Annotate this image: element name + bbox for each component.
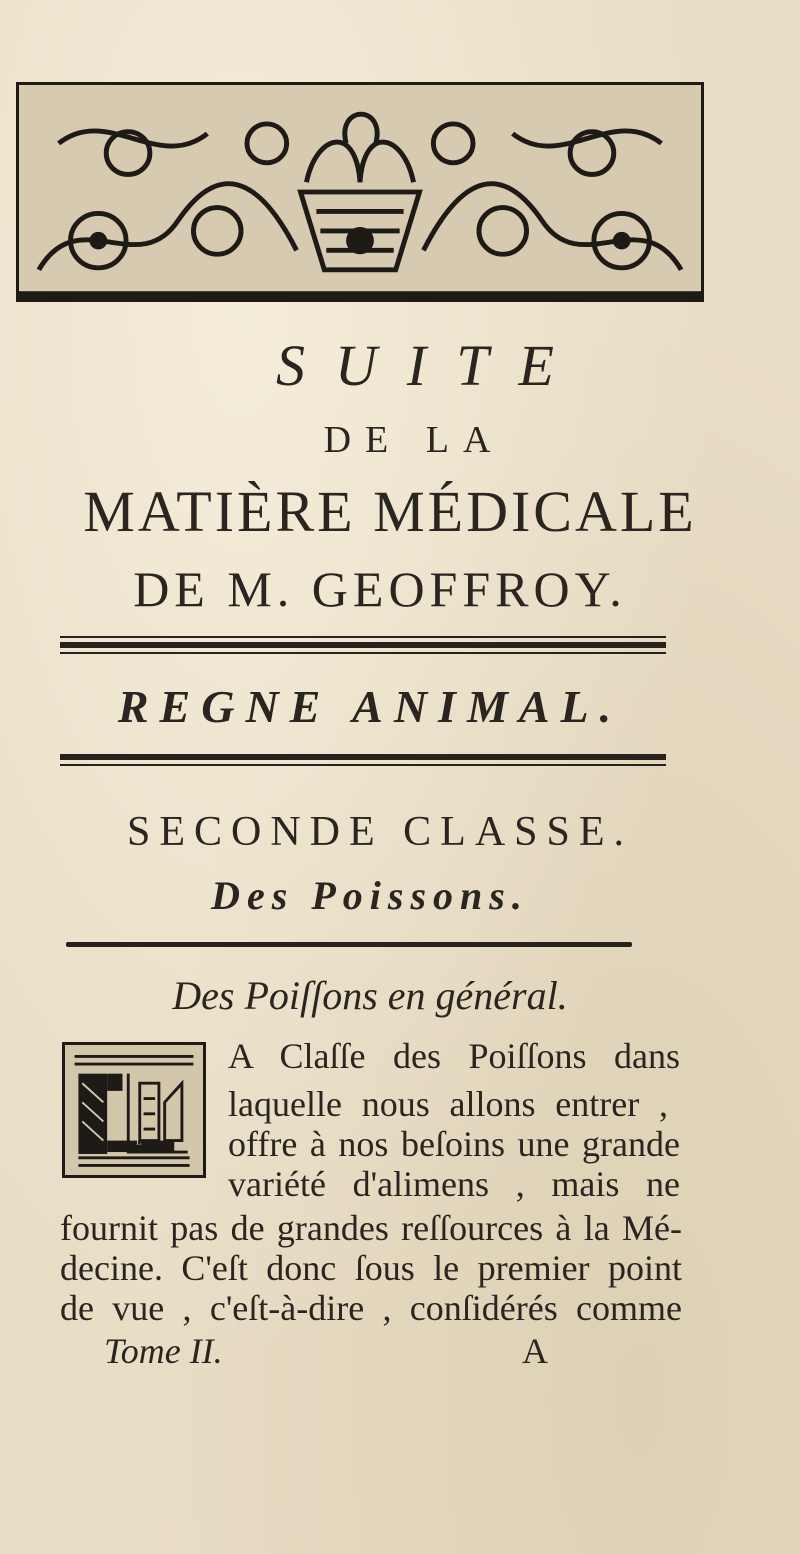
section-classe: SECONDE CLASSE. <box>126 809 634 855</box>
body-line-7: de vue , c'eſt-à-dire , conſidérés comme <box>60 1288 682 1328</box>
title-de-la: DE LA <box>323 419 505 461</box>
body-line-4: variété d'alimens , mais ne <box>228 1164 680 1204</box>
body-line-3: offre à nos beſoins une grande <box>228 1124 680 1164</box>
single-rule <box>66 942 632 947</box>
body-line-5: fournit pas de grandes reſſources à la Mé- <box>60 1208 682 1248</box>
double-rule-bottom <box>60 754 666 766</box>
body-line-6: decine. C'eſt donc ſous le premier point <box>60 1248 682 1288</box>
section-subtitle: Des Poiſſons en général. <box>172 973 568 1018</box>
title-author: DE M. GEOFFROY. <box>133 561 627 617</box>
decorated-initial-l-icon <box>62 1042 206 1178</box>
footer-volume: Tome II. <box>104 1331 223 1371</box>
section-poissons: Des Poissons. <box>211 873 529 918</box>
double-rule-top <box>60 636 666 654</box>
title-suite: SUITE <box>276 333 584 398</box>
title-main: MATIÈRE MÉDICALE <box>83 479 697 544</box>
body-line-1: A Claſſe des Poiſſons dans <box>228 1036 680 1076</box>
section-regne: REGNE ANIMAL. <box>117 681 623 732</box>
body-line-2: laquelle nous allons entrer , <box>228 1084 668 1124</box>
footer-signature: A <box>522 1331 548 1371</box>
svg-text:L: L <box>135 1136 142 1148</box>
floral-headpiece-ornament <box>16 82 704 302</box>
